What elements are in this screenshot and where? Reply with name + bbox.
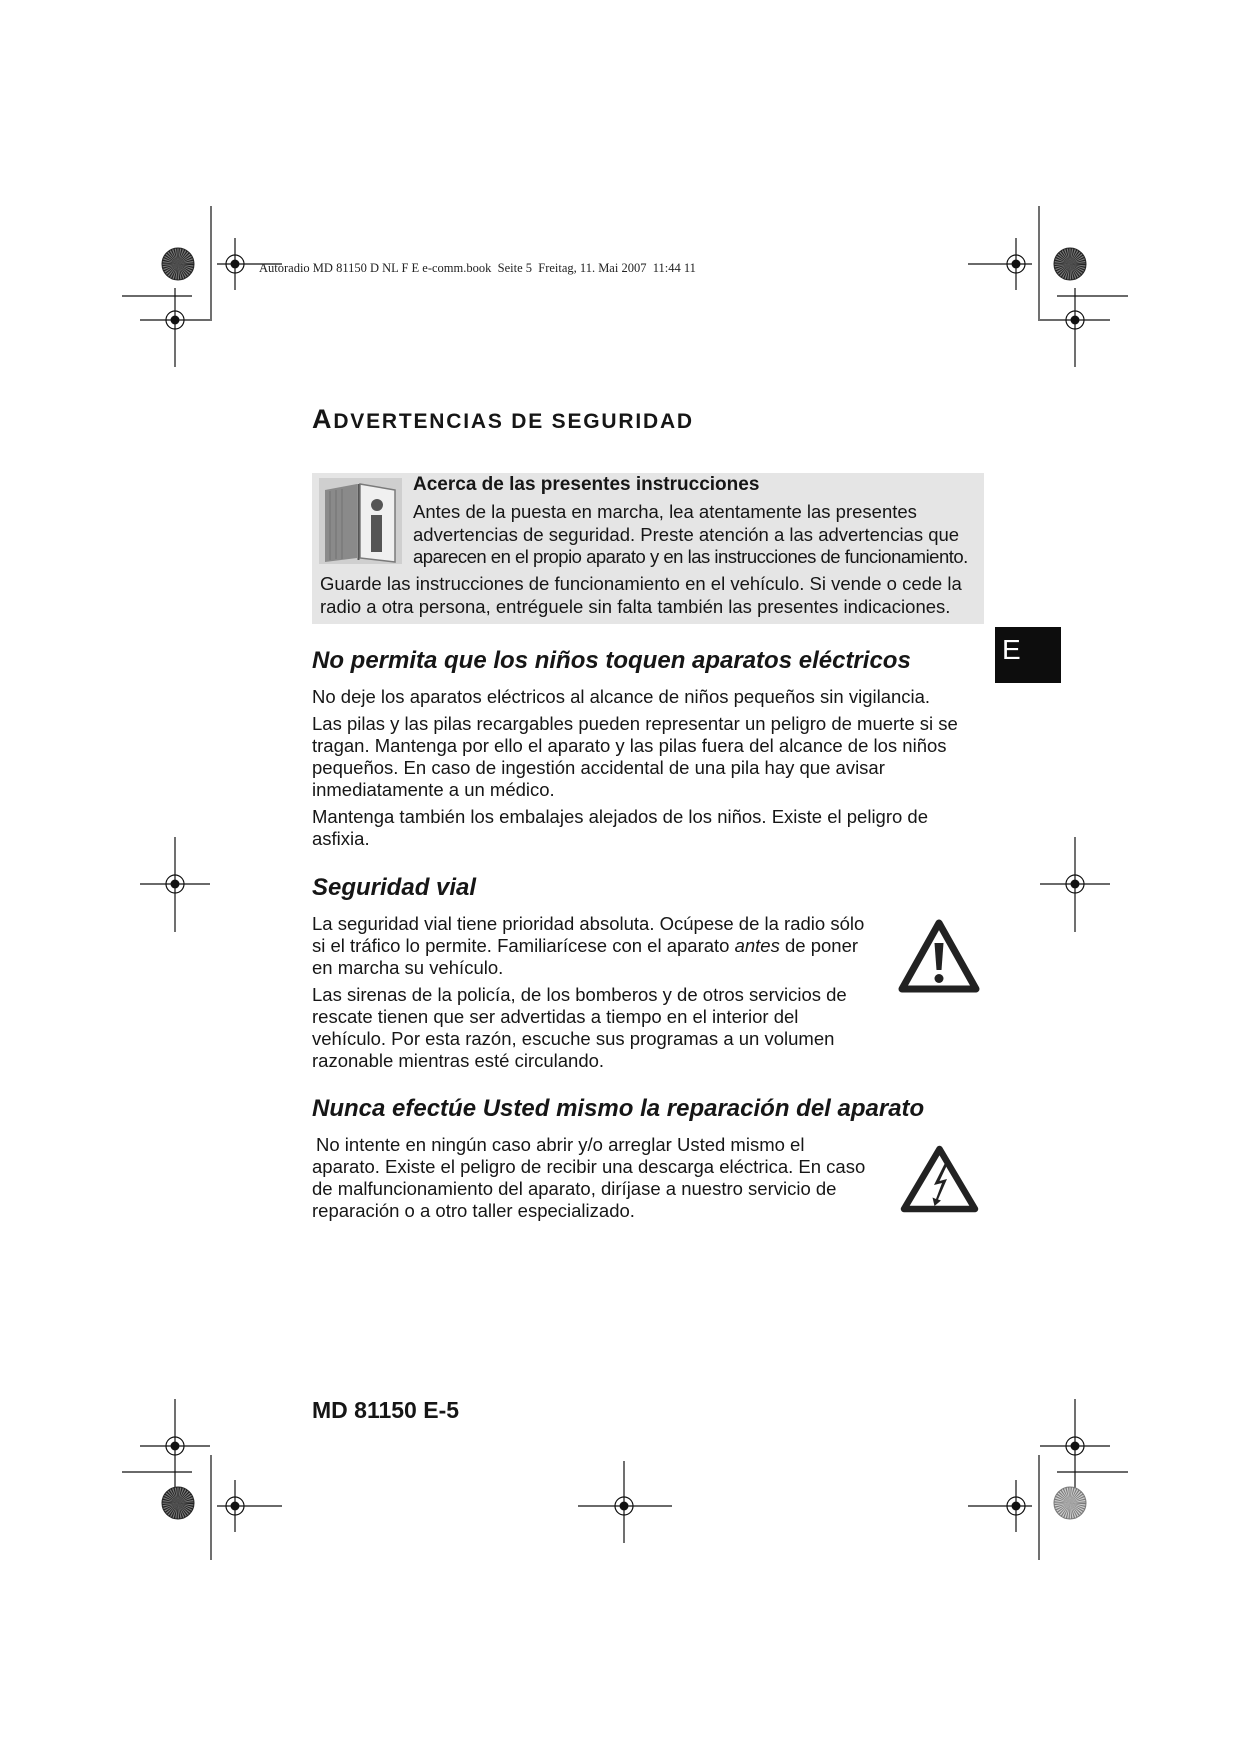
electric-hazard-icon [899,1143,980,1215]
section-children-safety [312,647,958,850]
text-line: reparación o a otro taller especializado. [312,1200,635,1221]
text-line: No deje los aparatos eléctricos al alcance de niños pequeños sin vigilancia. [312,686,931,707]
registration-target [578,1461,672,1543]
text-line: radio a otra persona, entréguele sin falta también las presentes indicaciones. [320,595,951,617]
registration-star [1054,248,1086,280]
language-tab [995,627,1061,683]
text-line: Mantenga también los embalajes alejados de los niños. Existe el peligro de [312,806,929,827]
text-line: inmediatamente a un médico. [312,779,555,800]
section-heading: Nunca efectúe Usted mismo la reparación del aparato [312,1095,925,1122]
text-line [312,935,864,957]
text-line: Las pilas y las pilas recargables pueden representar un peligro de muerte si se [312,713,958,734]
registration-target [1040,1399,1110,1495]
registration-target [140,288,210,367]
text-line: Las sirenas de la policía, de los bomberos y de otros servicios de [312,984,847,1005]
page-footer-label: MD 81150 E-5 [312,1397,460,1423]
info-note [320,573,962,618]
warning-triangle-icon [897,917,981,995]
registration-star [1054,1487,1086,1519]
section-road-safety [312,874,864,1072]
paragraph [312,806,958,850]
text-line: aparecen en el propio aparato y en las instrucciones de funcionamiento. [413,546,968,567]
registration-target [968,1480,1032,1532]
paragraph [312,713,958,801]
text-segment: si el tráfico lo permite. Familiarícese con el aparato [312,935,735,956]
text-line: aparato. Existe el peligro de recibir una descarga eléctrica. En caso [312,1156,866,1177]
text-line: de malfuncionamiento del aparato, diríjase a nuestro servicio de [312,1178,837,1199]
manual-info-icon [319,478,402,564]
info-heading: Acerca de las presentes instrucciones [413,474,760,495]
registration-target [140,837,210,932]
registration-target [1040,288,1110,367]
text-line: No intente en ningún caso abrir y/o arreglar Usted mismo el [316,1134,805,1155]
text-line: Guarde las instrucciones de funcionamiento en el vehículo. Si vende o cede la [320,573,962,594]
info-text [413,474,968,569]
paragraph [312,913,864,979]
paragraph [312,984,864,1072]
registration-target [1040,837,1110,932]
registration-target [140,1399,210,1495]
registration-star [162,1487,194,1519]
text-line: Antes de la puesta en marcha, lea atentamente las presentes [413,501,917,522]
text-line: en marcha su vehículo. [312,957,504,978]
text-segment: de poner [779,935,859,956]
registration-target [968,238,1032,290]
text-line: tragan. Mantenga por ello el aparato y las pilas fuera del alcance de los niños [312,735,947,756]
paragraph [312,1134,924,1222]
paragraph [312,686,958,708]
print-job-info: Autoradio MD 81150 D NL F E e-comm.book Seite 5 Freitag, 11. Mai 2007 11:44 11 [259,261,696,275]
text-line: rescate tienen que ser advertidas a tiempo en el interior del [312,1006,799,1027]
info-box [312,473,984,624]
info-paragraph [413,501,968,569]
text-line: La seguridad vial tiene prioridad absoluta. Ocúpese de la radio sólo [312,913,865,934]
section-no-self-repair [312,1095,924,1222]
registration-star [162,248,194,280]
section-heading: No permita que los niños toquen aparatos eléctricos [312,647,911,674]
registration-target [217,1480,282,1532]
section-heading: Seguridad vial [312,874,477,901]
text-line: vehículo. Por esta razón, escuche sus programas a un volumen [312,1028,835,1049]
emphasis-text: antes [734,935,780,956]
text-line: pequeños. En caso de ingestión accidental de una pila hay que avisar [312,757,885,778]
page-title: ADVERTENCIAS DE SEGURIDAD [312,404,694,434]
language-tab-label: E [1002,634,1021,665]
text-line: asfixia. [312,828,370,849]
text-line: razonable mientras esté circulando. [312,1050,605,1071]
text-line: advertencias de seguridad. Preste atención a las advertencias que [413,523,960,545]
